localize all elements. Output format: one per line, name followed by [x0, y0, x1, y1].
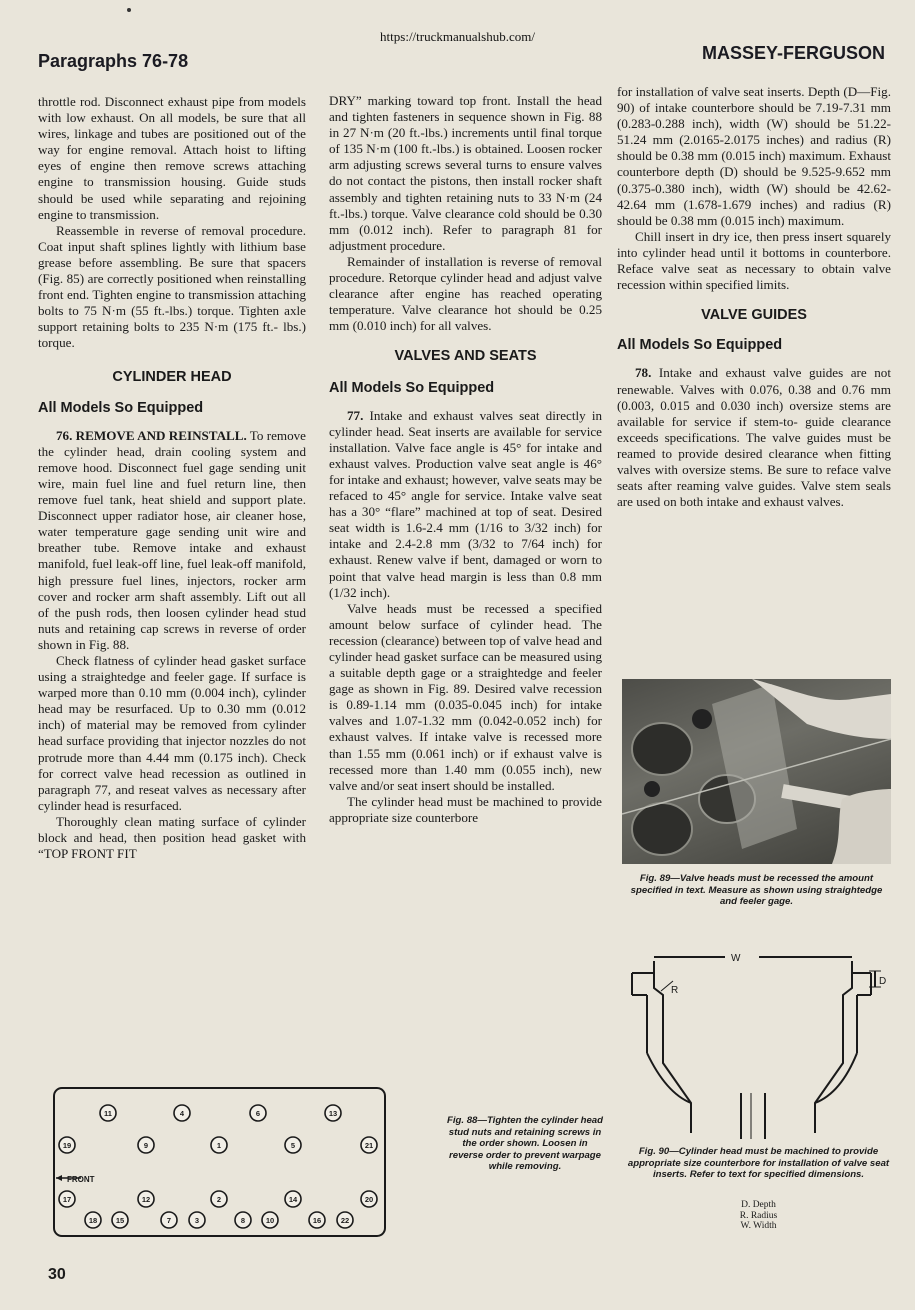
- paragraph-76-title: 76. REMOVE AND REINSTALL.: [56, 427, 247, 443]
- paragraph-76-body: To remove the cylinder head, drain cooling system and remove hood. Disconnect fuel gage sending unit wire, main fuel line and fuel return line, then remove fuel tank, heat shield and support plate. Disconnect upper radiator hose, air cleaner hose, water temperature gage sending unit wire and breather tube. Remove intake and exhaust manifold, fuel leak-off line, fuel leak-off manifold, high pressure fuel lines, injectors, rocker arm cover and rocker arm shaft assembly. Lift out all of the push rods, then loosen cylinder head stud nuts and retaining cap screws in reverse of order shown in Fig. 88.: [38, 427, 306, 652]
- bolt-number: 9: [143, 1141, 149, 1150]
- bolt-number: 11: [104, 1109, 112, 1118]
- fig-90-caption: Fig. 90—Cylinder head must be machined to provide appropriate size counterbore for installation of valve seat inserts. Refer to text for specified dimensions.: [627, 1146, 890, 1180]
- bolt-9: [138, 1137, 154, 1153]
- bolt-number: 13: [328, 1109, 338, 1118]
- subheading-all-models: All Models So Equipped: [38, 399, 204, 416]
- bolt-18: [85, 1212, 101, 1228]
- bolt-13: [325, 1105, 341, 1121]
- paragraph-78: [617, 365, 891, 510]
- bolt-number: 20: [364, 1195, 374, 1204]
- bolt-17: [59, 1191, 75, 1207]
- source-url[interactable]: https://truckmanualshub.com/: [380, 29, 535, 44]
- paragraph: Thoroughly clean mating surface of cylinder block and head, then position head gasket with “TOP FRONT FIT: [38, 813, 306, 862]
- paragraph: Chill insert in dry ice, then press insert squarely into cylinder head until it bottoms in counterbore. Reface valve seat as necessary to obtain valve recession within specified limits.: [617, 228, 891, 293]
- text-column-1: [38, 94, 306, 862]
- bolt-19: [59, 1137, 75, 1153]
- bolt-number: 5: [290, 1141, 296, 1150]
- page-number: 30: [48, 1266, 66, 1283]
- bolt-number: 22: [340, 1216, 350, 1225]
- subheading-all-models: All Models So Equipped: [617, 337, 783, 354]
- bolt-2: [211, 1191, 227, 1207]
- manufacturer-header: MASSEY-FERGUSON: [701, 43, 885, 63]
- bolt-3: [189, 1212, 205, 1228]
- fig-90-legend: [622, 1200, 895, 1232]
- text-column-3: [617, 84, 891, 510]
- paragraph-77-body: Intake and exhaust valves seat directly in cylinder head. Seat inserts are available for service installation. Valve face angle is 45° for intake and exhaust valves. Production valve seat angle is 46° for intake and exhaust; however, valve seats may be refaced to 45° angle for service. Intake valve seat has a 30° “flare” machined at top of seat. Desired seat width is 1.6-2.4 mm (1/16 to 3/32 inch) for intake and 2.4-2.8 mm (3/32 to 7/64 inch) for exhaust. Renew valve if bent, damaged or worn to point that valve head margin is less than 0.8 mm (1/32 inch).: [329, 407, 602, 600]
- paragraph: Check flatness of cylinder head gasket surface using a straightedge and feeler gage. If surface is warped more than 0.10 mm (0.004 inch), cylinder head may be resurfaced. Up to 0.30 mm (0.012 inch) of material may be removed from cylinder head surface providing that injector nozzles do not protrude more than 4.44 mm (0.175 inch). Check for correct valve head recession as outlined in paragraph 77, and reseat valves as necessary after cylinder head is resurfaced.: [38, 653, 306, 813]
- paragraph-range-header: Paragraphs 76-78: [38, 51, 189, 71]
- bolt-6: [250, 1105, 266, 1121]
- bolt-8: [235, 1212, 251, 1228]
- bolt-7: [161, 1212, 177, 1228]
- front-label: FRONT: [67, 1175, 95, 1184]
- bolt-number: 3: [194, 1216, 200, 1225]
- fig-88-tightening-sequence-diagram: [53, 1087, 386, 1237]
- paragraph: throttle rod. Disconnect exhaust pipe from models with low exhaust. On all models, be sure that all wires, linkage and tubes are positioned out of the way for engine removal. Attach hoist to lifting eyes of engine then remove screws attaching engine to transmission housing. Guide studs should be used while separating and rejoining engine to transmission.: [38, 94, 306, 222]
- paragraph-77: [329, 408, 602, 601]
- bolt-number: 21: [364, 1141, 374, 1150]
- legend-width: W. Width: [740, 1221, 777, 1231]
- bolt-1: [211, 1137, 227, 1153]
- bolt-number: 15: [115, 1216, 125, 1225]
- bolt-number: 18: [88, 1216, 98, 1225]
- legend-depth: D. Depth: [741, 1200, 776, 1210]
- paragraph: Reassemble in reverse of removal procedure. Coat input shaft splines lightly with lithium base grease before assembling. Be sure that spacers (Fig. 85) are correctly positioned when reinstalling front end. Tighten engine to transmission attaching bolts to 75 N·m (55 ft.-lbs.) torque. Tighten axle support retaining bolts to 235 N·m (175 ft.- lbs.) torque.: [38, 222, 306, 351]
- text-column-2: [329, 93, 602, 826]
- fig-90-counterbore-diagram: [631, 943, 893, 1139]
- bolt-22: [337, 1212, 353, 1228]
- paragraph-76: [38, 428, 306, 653]
- fig-89-photo: [622, 679, 891, 864]
- bolt-12: [138, 1191, 154, 1207]
- bolt-21: [361, 1137, 377, 1153]
- bolt-number: 1: [216, 1141, 222, 1150]
- subheading-all-models: All Models So Equipped: [329, 379, 495, 396]
- paragraph: for installation of valve seat inserts. Depth (D—Fig. 90) of intake counterbore should be 7.19-7.31 mm (0.283-0.288 inch), width (W) should be 51.22-51.24 mm (2.0165-2.0175 inches) and radius (R) should be 0.38 mm (0.015 inch) maximum. Exhaust counterbore depth (D) should be 9.525-9.652 mm (0.375-0.380 inch), width (W) should be 42.62-42.64 mm (1.678-1.679 inches) and radius (R) should be 0.38 mm (0.015 inch) maximum.: [617, 84, 891, 228]
- bolt-number: 17: [62, 1195, 72, 1204]
- legend-radius: R. Radius: [739, 1210, 778, 1221]
- bolt-20: [361, 1191, 377, 1207]
- fig-90-label-r: R: [671, 985, 679, 996]
- fig-90-label-d: D: [879, 976, 887, 987]
- bolt-11: [100, 1105, 116, 1121]
- valve-measurement-photo-illustration: [622, 679, 891, 864]
- bolt-number: 6: [255, 1109, 261, 1118]
- bolt-number: 19: [62, 1141, 72, 1150]
- section-heading-cylinder-head: CYLINDER HEAD: [112, 368, 232, 385]
- section-heading-valves-and-seats: VALVES AND SEATS: [394, 348, 537, 365]
- bolt-number: 7: [166, 1216, 172, 1225]
- fig-89-caption: Fig. 89—Valve heads must be recessed the amount specified in text. Measure as shown using straightedge and feeler gage.: [630, 873, 883, 907]
- paragraph-77-number: 77.: [347, 407, 364, 423]
- section-heading-valve-guides: VALVE GUIDES: [701, 307, 807, 324]
- paragraph-78-number: 78.: [635, 365, 652, 381]
- bolt-15: [112, 1212, 128, 1228]
- paragraph: DRY” marking toward top front. Install the head and tighten fasteners in sequence shown in Fig. 88 in 27 N·m (20 ft.-lbs.) increments until final torque of 135 N·m (100 ft.-lbs.) is obtained. Loosen rocker arm adjusting screws several turns to ensure valves do not contact the pistons, then install rocker shaft assembly and tighten retaining nuts to 33 N·m (24 ft.-lbs.) torque. Valve clearance cold should be 0.30 mm (0.012 inch). Refer to paragraph 81 for adjustment procedure.: [329, 93, 602, 253]
- bolt-number: 14: [288, 1195, 298, 1204]
- bolt-10: [262, 1212, 278, 1228]
- speck: [127, 8, 131, 12]
- bolt-number: 12: [141, 1195, 151, 1204]
- bolt-number: 2: [216, 1195, 222, 1204]
- paragraph: Remainder of installation is reverse of removal procedure. Retorque cylinder head and adjust valve clearance after engine has reached operating temperature. Valve clearance hot should be 0.25 mm (0.010 inch) for all valves.: [329, 253, 602, 334]
- bolt-number: 16: [312, 1216, 322, 1225]
- paragraph-78-body: Intake and exhaust valve guides are not renewable. Valves with 0.076, 0.38 and 0.76 mm (0.003, 0.015 and 0.030 inch) oversize stems are available for service if stem-to- guide clearance exceeds specifications. The valve guides must be reamed to provide desired clearance when fitting valves with oversize stems. Be sure to reface valve seats after reaming valve guides. Valve stem seals are used on both intake and exhaust valves.: [617, 365, 891, 510]
- bolt-16: [309, 1212, 325, 1228]
- bolt-5: [285, 1137, 301, 1153]
- bolt-4: [174, 1105, 190, 1121]
- paragraph: The cylinder head must be machined to provide appropriate size counterbore: [329, 793, 602, 825]
- fig-90-label-w: W: [731, 953, 741, 964]
- bolt-number: 8: [240, 1216, 246, 1225]
- fig-88-caption: Fig. 88—Tighten the cylinder head stud nuts and retaining screws in the order shown. Loosen in reverse order to prevent warpage while removing.: [446, 1115, 603, 1172]
- bolt-number: 10: [265, 1216, 275, 1225]
- bolt-14: [285, 1191, 301, 1207]
- bolt-number: 4: [179, 1109, 185, 1118]
- paragraph: Valve heads must be recessed a specified amount below surface of cylinder head. The recession (clearance) between top of valve head and cylinder head gasket surface can be measured using a suitable depth gage or a straightedge and feeler gage as shown in Fig. 89. Desired valve recession is 0.89-1.14 mm (0.035-0.045 inch) for intake valves and 1.07-1.32 mm (0.042-0.052 inch) for exhaust valves. If intake valve is recessed more than 1.55 mm (0.061 inch) or if exhaust valve is recessed more than 1.40 mm (0.055 inch), new valve and/or seat insert should be installed.: [329, 600, 603, 793]
